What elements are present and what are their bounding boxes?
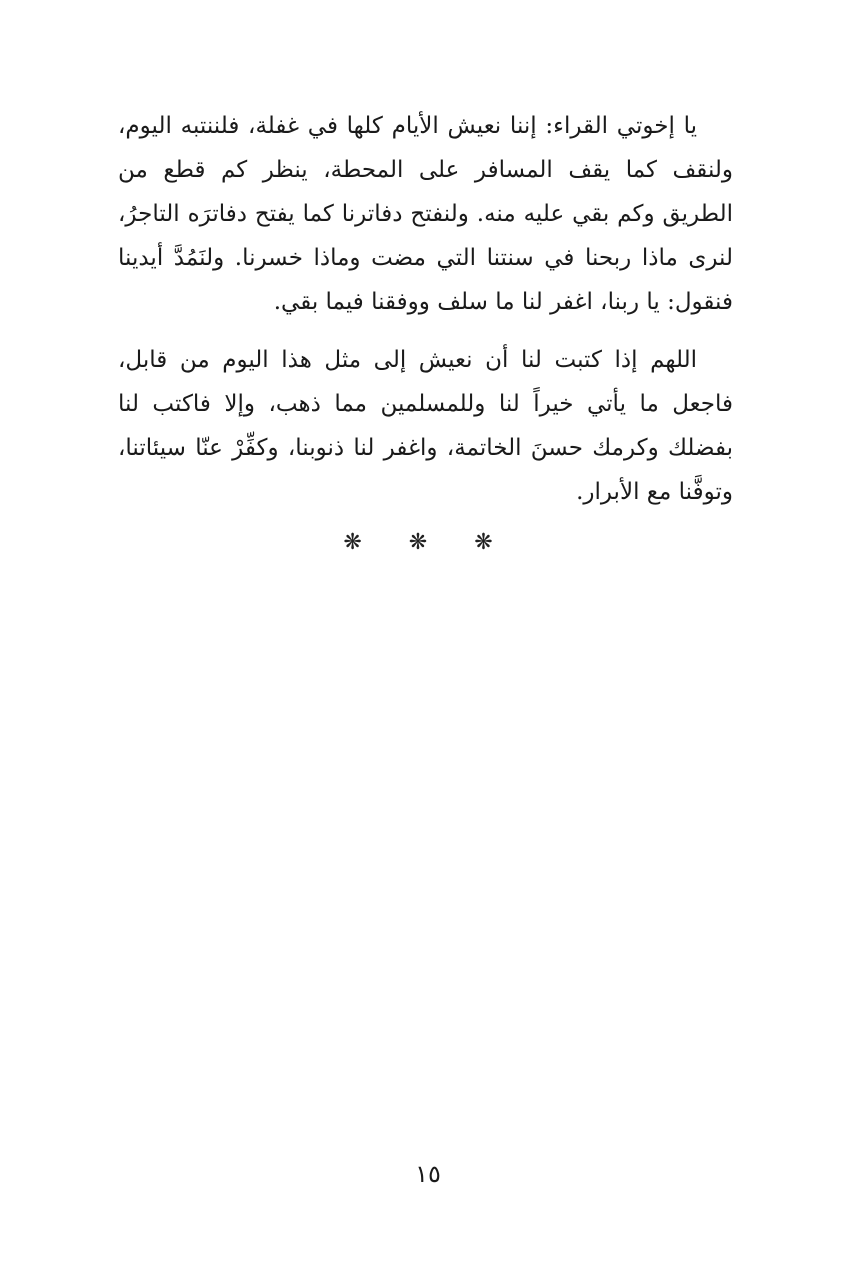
- paragraph-block-1: [118, 104, 733, 324]
- paragraph-block-2: [118, 338, 733, 514]
- paragraph-prayer: اللهم إذا كتبت لنا أن نعيش إلى مثل هذا اليوم من قابل، فاجعل ما يأتي خيراً لنا وللمسلمين مما ذهب، وإلا فاكتب لنا بفضلك وكرمك حسنَ الخاتمة، واغفر لنا ذنوبنا، وكفِّرْ عنّا سيئاتنا، وتوفَّنا مع الأبرار.: [118, 347, 733, 505]
- paragraph-readers-address: يا إخوتي القراء: إننا نعيش الأيام كلها في غفلة، فلننتبه اليوم، ولنقف كما يقف المسافر على المحطة، ينظر كم قطع من الطريق وكم بقي عليه منه. ولنفتح دفاترنا كما يفتح دفاترَه التاجرُ، لنرى ماذا ربحنا في سنتنا التي مضت وماذا خسرنا. ولنَمُدَّ أيدينا فنقول: يا ربنا، اغفر لنا ما سلف ووفقنا فيما بقي.: [118, 113, 733, 315]
- page-number: ١٥: [415, 1160, 441, 1188]
- section-separator: ❋ ❋ ❋: [343, 530, 513, 555]
